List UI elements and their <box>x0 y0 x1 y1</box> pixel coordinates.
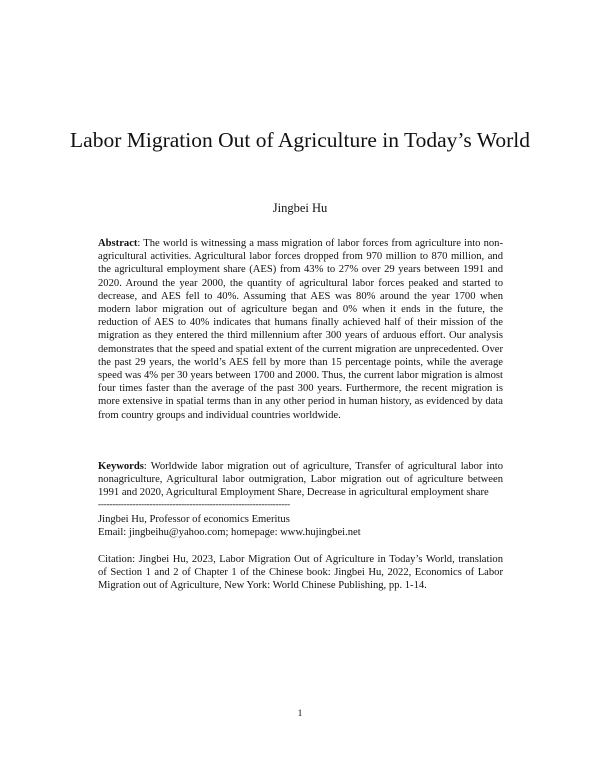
author-name: Jingbei Hu <box>272 201 328 215</box>
abstract-label: Abstract <box>98 238 138 249</box>
page-number: 1 <box>297 709 303 719</box>
keywords-text: : Worldwide labor migration out of agriculture, Transfer of agricultural labor into nonagriculture, Agricultural labor outmigration, Labor migration out of agriculture between 1991 and 2020, Agricultural Employment Share, Decrease in agricultural employment share <box>98 461 503 499</box>
footnote-separator: ------------------------------------------------------------------- <box>98 500 290 510</box>
abstract-text: : The world is witnessing a mass migration of labor forces from agriculture into non-agricultural activities. Agricultural labor forces dropped from 970 million to 870 million, and the agricultural employment share (AES) from 43% to 27% over 29 years between 1991 and 2020. Around the year 2000, the quantity of agricultural labor forces peaked and started to decrease, and AES fell to 40%. Assuming that AES was 80% around the year 1700 when modern labor migration out of agriculture began and 0% when it ends in the future, the reduction of AES to 40% indicates that humans finally achieved half of their mission of the migration as they entered the third millennium after 300 years of arduous effort. Our analysis demonstrates that the speed and spatial extent of the current migration are unprecedented. Over the past 29 years, the world’s AES fell by more than 15 percentage points, while the average speed was 4% per 30 years between 1700 and 2000. Thus, the current labor migration is almost four times faster than the average of the past 300 years. Furthermore, the recent migration is more extensive in spatial terms than in any other period in human history, as evidenced by data from country groups and individual countries worldwide. <box>98 238 503 421</box>
footnote-affiliation: Jingbei Hu, Professor of economics Emeritus <box>98 514 290 525</box>
footnote-contact: Email: jingbeihu@yahoo.com; homepage: www.hujingbei.net <box>98 527 361 538</box>
citation-paragraph: Citation: Jingbei Hu, 2023, Labor Migration Out of Agriculture in Today’s World, translation of Section 1 and 2 of Chapter 1 of the Chinese book: Jingbei Hu, 2022, Economics of Labor Migration out of Agriculture, New York: World Chinese Publishing, pp. 1-14. <box>98 554 503 592</box>
keywords-paragraph <box>98 460 503 500</box>
abstract-paragraph <box>98 237 503 422</box>
keywords-label: Keywords <box>98 461 144 472</box>
paper-title: Labor Migration Out of Agriculture in Today’s World <box>70 128 530 152</box>
